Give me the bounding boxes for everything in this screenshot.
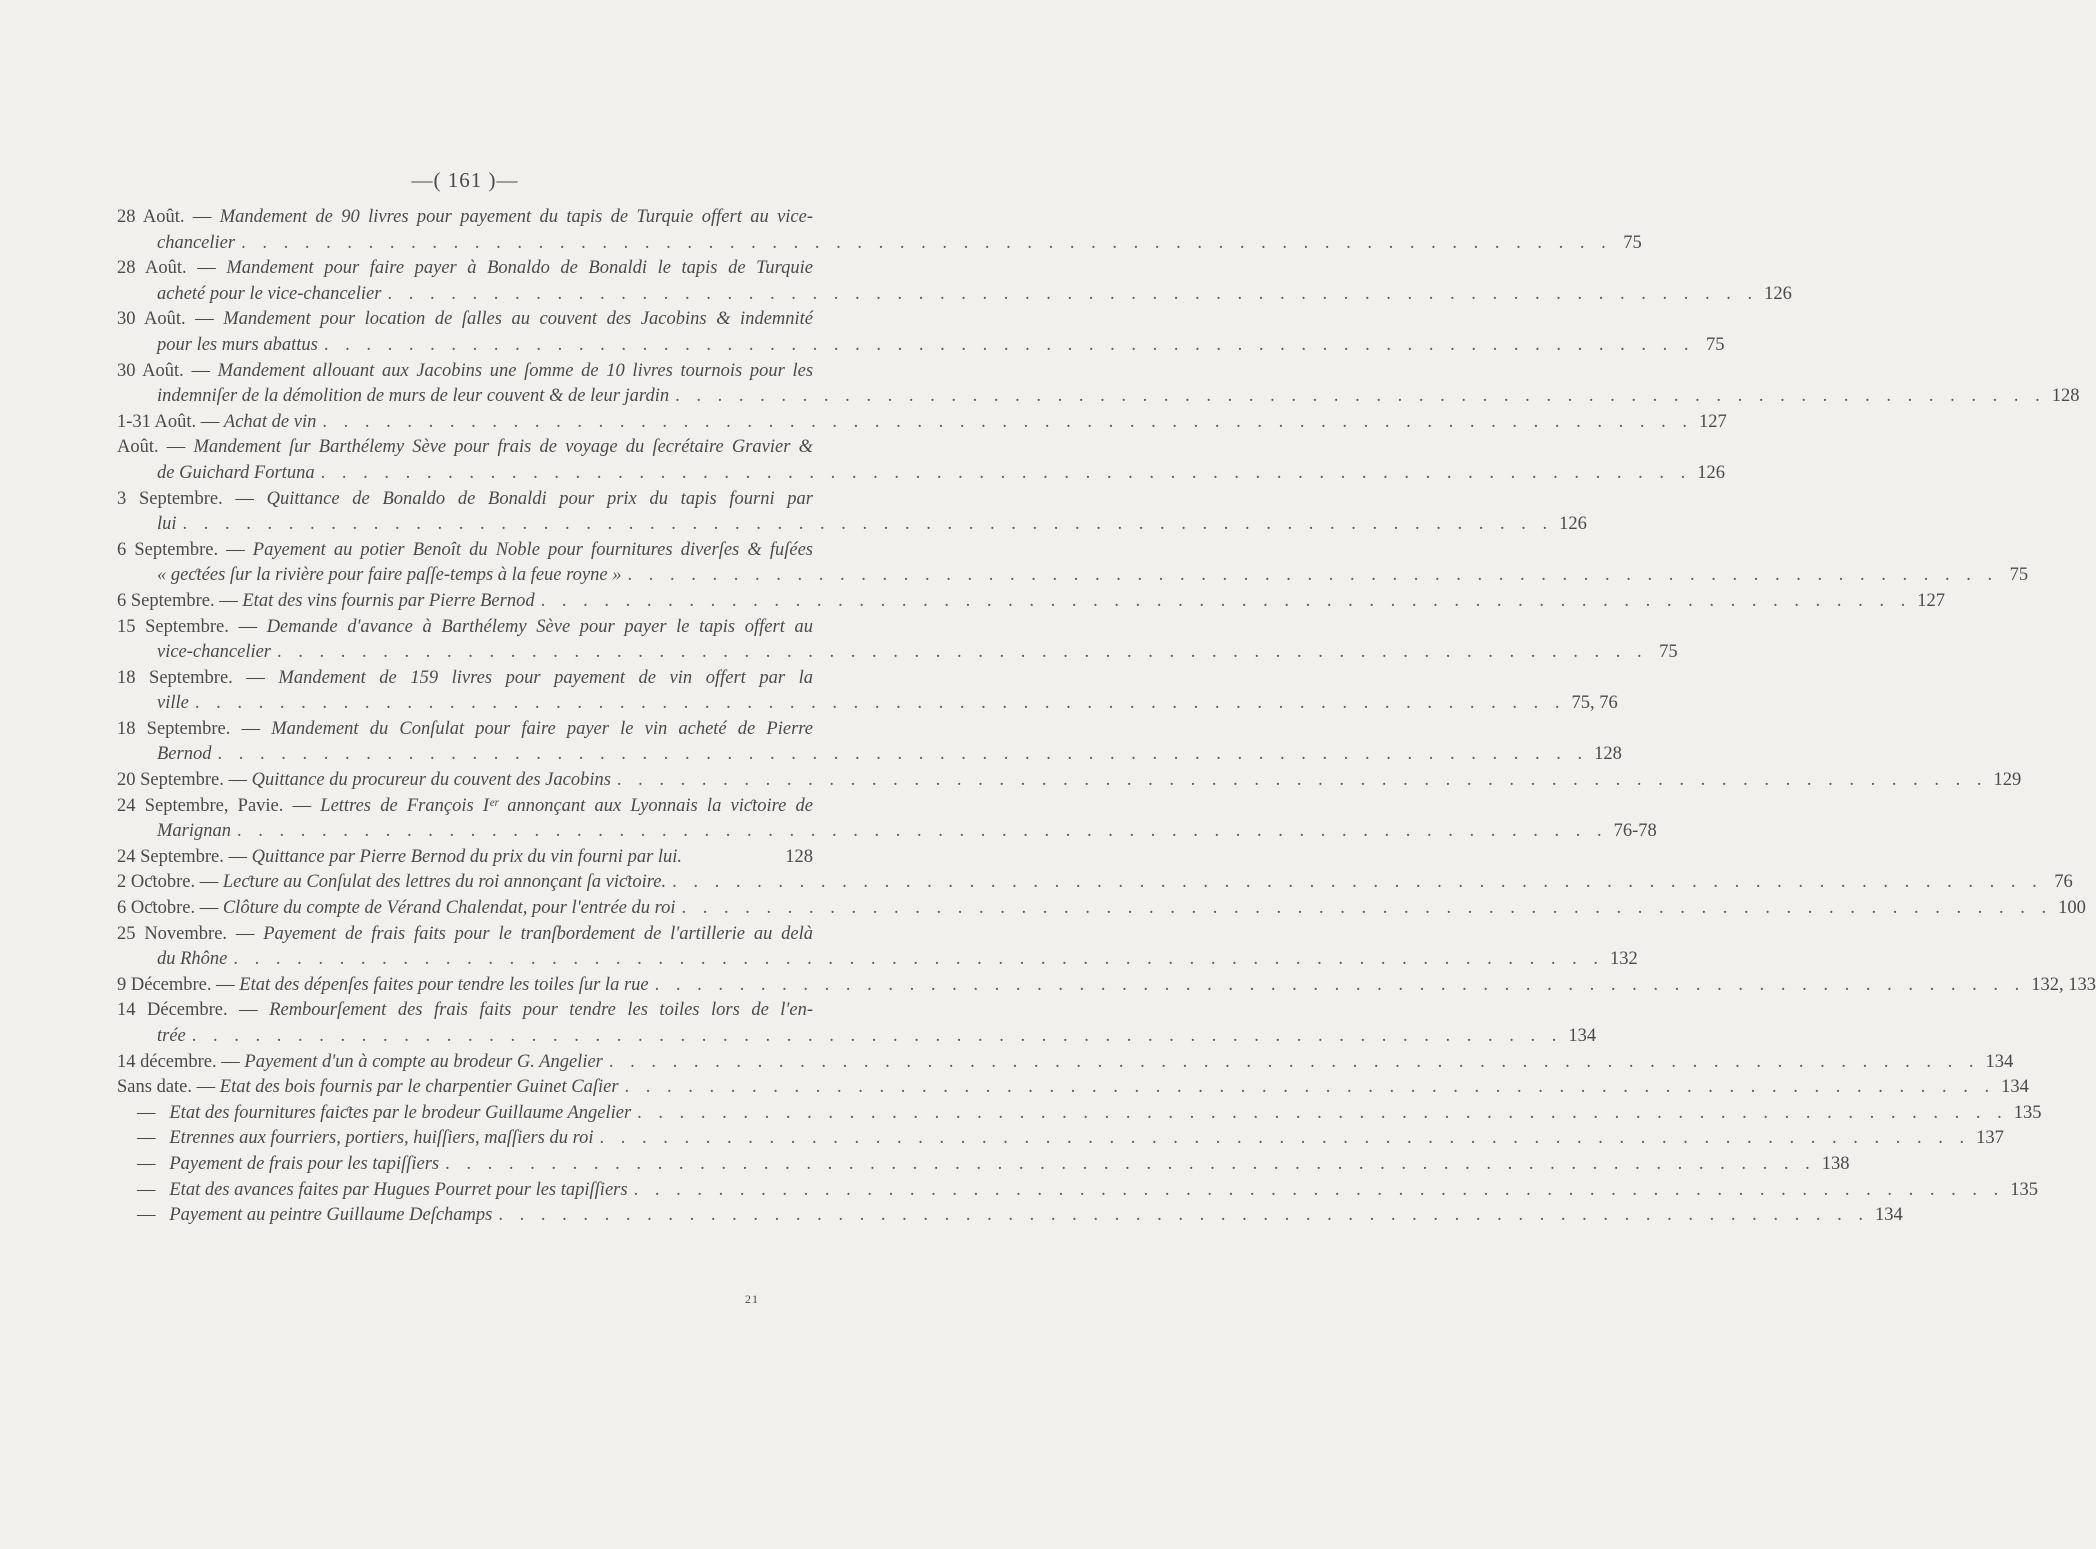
index-entry	[117, 359, 2080, 410]
undated-entry	[117, 1126, 2004, 1152]
entry-line	[117, 640, 1678, 666]
index-entry	[117, 896, 2086, 922]
entry-description: Etat des fournitures faiƈtes par le brodeur Guillaume Angelier	[169, 1102, 632, 1123]
index-entry	[117, 256, 1792, 307]
entry-page-ref: 134	[1874, 1205, 1903, 1226]
index-entry	[117, 845, 813, 871]
entry-description-cont: « geƈtées ſur la rivière pour faire paſſe-temps à la feue royne »	[157, 565, 622, 586]
entry-line: 1-31 Août. — Achat de vin . . . . . . . . . . . . . . . . . . . . . . . . . . . . . . . . . . . . . . . . . . . . . . . . . . . . . . . . . . . . . . . . . 127	[117, 410, 813, 436]
index-entry	[117, 538, 2029, 589]
entry-line: Sans date. — Etat des bois fournis par le charpentier Guinet Caſier . . . . . . . . . . . . . . . . . . . . . . . . . . . . . . . . . . . . . . . . . . . . . . . . . . . . . . . . . . . . . . . . . 134	[117, 1075, 813, 1101]
entry-page-ref: 128	[785, 846, 813, 867]
dot-leader: . . . . . . . . . . . . . . . . . . . . . . . . . . . . . . . . . . . . . . . . . . . . . . . . . . . . . . . . . . . . . . . . .	[387, 283, 1759, 304]
index-entry	[117, 589, 1945, 615]
undated-entry	[117, 1203, 1903, 1229]
entry-page-ref: 75	[2009, 565, 2029, 586]
index-entry	[117, 922, 1638, 973]
entry-line	[117, 1024, 1597, 1050]
entry-description: Quittance par Pierre Bernod du prix du vin fourni par lui.	[251, 846, 683, 867]
entry-date: Sans date.	[117, 1077, 193, 1098]
entry-description: Mandement du Conſulat pour faire payer le vin acheté de Pierre	[271, 718, 814, 739]
dot-leader: . . . . . . . . . . . . . . . . . . . . . . . . . . . . . . . . . . . . . . . . . . . . . . . . . . . . . . . . . . . . . . . . .	[241, 232, 1612, 253]
entry-line: 14 Décembre. — Rembourſement des frais faits pour tendre les toiles lors de l'en-	[117, 1000, 814, 1021]
dot-leader: . . . . . . . . . . . . . . . . . . . . . . . . . . . . . . . . . . . . . . . . . . . . . . . . . . . . . . . . . . . . . . . . .	[599, 1128, 1971, 1149]
entry-description-cont: ville	[157, 693, 189, 714]
entry-line	[117, 282, 1792, 308]
entry-description: Quittance de Bonaldo de Bonaldi pour prix du tapis fourni par	[266, 488, 813, 509]
entry-description: Mandement de 159 livres pour payement de vin offert par la	[278, 667, 813, 688]
entry-page-ref: 132	[1610, 949, 1638, 970]
entry-date: 6 Oƈtobre.	[117, 898, 196, 919]
dot-leader: . . . . . . . . . . . . . . . . . . . . . . . . . . . . . . . . . . . . . . . . . . . . . . . . . . . . . . . . . . . . . . . . .	[217, 744, 1589, 765]
undated-entry	[117, 1101, 2042, 1127]
entry-date: 28 Août.	[117, 258, 187, 279]
entry-description: Etrennes aux fourriers, portiers, huiſſiers, maſſiers du roi	[169, 1128, 594, 1149]
index-entry	[117, 794, 1657, 845]
entry-line: 9 Décembre. — Etat des dépenſes faites pour tendre les toiles ſur la rue . . . . . . . . . . . . . . . . . . . . . . . . . . . . . . . . . . . . . . . . . . . . . . . . . . . . . . . . . . . . . . . . . 132, 133	[117, 973, 813, 999]
dot-leader: . . . . . . . . . . . . . . . . . . . . . . . . . . . . . . . . . . . . . . . . . . . . . . . . . . . . . . . . . . . . . . . . .	[608, 1051, 1980, 1072]
entry-description: Lettres de François Iᵉʳ annonçant aux Lyonnais la viƈtoire de	[320, 795, 814, 816]
entry-description: Payement de frais pour les tapiſſiers	[169, 1153, 440, 1174]
entry-page-ref: 76	[2054, 872, 2073, 893]
entry-description-cont: vice-chancelier	[157, 642, 272, 663]
entry-line	[117, 231, 1642, 257]
entry-line	[117, 691, 1618, 717]
index-entry	[117, 205, 1642, 256]
dot-leader: . . . . . . . . . . . . . . . . . . . . . . . . . . . . . . . . . . . . . . . . . . . . . . . . . . . . . . . . . . . . . . . . .	[624, 1077, 1996, 1098]
entry-description-cont: Marignan	[157, 821, 231, 842]
dash: —	[137, 1128, 156, 1149]
dot-leader: . . . . . . . . . . . . . . . . . . . . . . . . . . . . . . . . . . . . . . . . . . . . . . . . . . . . . . . . . . . . . . . . .	[637, 1102, 2008, 1123]
entry-page-ref: 75	[1623, 232, 1642, 253]
dash: —	[137, 1205, 156, 1226]
sheet-signature: 21	[745, 1292, 759, 1306]
entry-line: 6 Septembre. — Payement au potier Benoît du Noble pour fournitures diverſes & fuſées	[117, 539, 813, 560]
entry-description: Mandement pour location de ſalles au couvent des Jacobins & indemnité	[223, 309, 814, 330]
entry-page-ref: 128	[1594, 744, 1622, 765]
entry-description: Payement au peintre Guillaume Deſchamps	[169, 1205, 493, 1226]
dot-leader: . . . . . . . . . . . . . . . . . . . . . . . . . . . . . . . . . . . . . . . . . . . . . . . . . . . . . . . . . . . . . . . . .	[233, 949, 1605, 970]
dot-leader: . . . . . . . . . . . . . . . . . . . . . . . . . . . . . . . . . . . . . . . . . . . . . . . . . . . . . . . . . . . . . . . . .	[675, 386, 2046, 407]
entry-description-cont: chancelier	[157, 232, 236, 253]
index-entry	[117, 870, 2073, 896]
entry-description: Payement de frais faits pour le tranſbordement de l'artillerie au delà	[263, 923, 813, 944]
entry-date: 14 Décembre.	[117, 1000, 228, 1021]
entry-description-cont: acheté pour le vice-chancelier	[157, 283, 382, 304]
entry-description: Mandement pour faire payer à Bonaldo de Bonaldi le tapis de Turquie	[226, 258, 813, 279]
entry-page-ref: 134	[1985, 1051, 2014, 1072]
index-entry	[117, 768, 2022, 794]
entry-page-ref: 75	[1659, 642, 1678, 663]
entry-date: 24 Septembre, Pavie.	[117, 795, 284, 816]
entry-line	[117, 384, 2080, 410]
undated-entry	[117, 1152, 1850, 1178]
dot-leader: . . . . . . . . . . . . . . . . . . . . . . . . . . . . . . . . . . . . . . . . . . . . . . . . . . . . . . . . . . . . . . . . .	[627, 565, 1999, 586]
entry-page-ref: 129	[1993, 770, 2022, 791]
index-entries	[117, 205, 2096, 1229]
entry-line: Août. — Mandement ſur Barthélemy Sève pour frais de voyage du ſecrétaire Gravier &	[117, 437, 813, 458]
entry-page-ref: 134	[1568, 1026, 1597, 1046]
entry-description-cont: Bernod	[157, 744, 212, 765]
index-entry	[117, 615, 1678, 666]
entry-description: Rembourſement des frais faits pour tendre les toiles lors de l'en-	[269, 1000, 814, 1021]
entry-line	[117, 819, 1657, 845]
index-entry	[117, 307, 1725, 358]
entry-line: 24 Septembre, Pavie. — Lettres de François Iᵉʳ annonçant aux Lyonnais la viƈtoire de	[117, 795, 814, 816]
entry-line: 25 Novembre. — Payement de frais faits pour le tranſbordement de l'artillerie au delà	[117, 923, 813, 944]
entry-line: 14 décembre. — Payement d'un à compte au brodeur G. Angelier . . . . . . . . . . . . . . . . . . . . . . . . . . . . . . . . . . . . . . . . . . . . . . . . . . . . . . . . . . . . . . . . . 134	[117, 1050, 813, 1076]
index-entry	[117, 410, 1727, 436]
entry-date: 14 décembre.	[117, 1051, 217, 1072]
entry-description-cont: indemniſer de la démolition de murs de leur couvent & de leur jardin	[157, 386, 670, 407]
entry-line	[117, 742, 1622, 768]
entry-page-ref: 126	[1559, 514, 1587, 535]
dot-leader: . . . . . . . . . . . . . . . . . . . . . . . . . . . . . . . . . . . . . . . . . . . . . . . . . . . . . . . . . . . . . . . . .	[320, 462, 1692, 483]
entry-date: 6 Septembre.	[117, 539, 219, 560]
dot-leader: . . . . . . . . . . . . . . . . . . . . . . . . . . . . . . . . . . . . . . . . . . . . . . . . . . . . . . . . . . . . . . . . .	[654, 974, 2026, 995]
entry-page-ref: 138	[1821, 1153, 1850, 1174]
entry-line: 28 Août. — Mandement de 90 livres pour payement du tapis de Turquie offert au vice-	[117, 207, 813, 227]
entry-date: 2 Oƈtobre.	[117, 872, 196, 893]
entry-description: Quittance du procureur du couvent des Jacobins	[251, 770, 611, 791]
entry-description-cont: lui	[157, 514, 177, 535]
entry-page-ref: 132, 133	[2031, 974, 2096, 995]
index-entry	[117, 717, 1622, 768]
entry-line: 24 Septembre. — Quittance par Pierre Bernod du prix du vin fourni par lui. 128	[117, 845, 813, 871]
entry-date: 30 Août.	[117, 360, 184, 381]
dot-leader: . . . . . . . . . . . . . . . . . . . . . . . . . . . . . . . . . . . . . . . . . . . . . . . . . . . . . . . . . . . . . . . . .	[323, 334, 1695, 355]
entry-description: Mandement ſur Barthélemy Sève pour frais de voyage du ſecrétaire Gravier &	[193, 437, 813, 458]
entry-line: 15 Septembre. — Demande d'avance à Barthélemy Sève pour payer le tapis offert au	[117, 616, 814, 637]
entry-date: 18 Septembre.	[117, 718, 231, 739]
entry-date: 28 Août.	[117, 207, 185, 227]
entry-date: 30 Août.	[117, 309, 186, 330]
entry-line	[117, 512, 1587, 538]
entry-page-ref: 128	[2051, 386, 2080, 407]
entry-date: 25 Novembre.	[117, 923, 228, 944]
entry-page-ref: 76-78	[1613, 821, 1657, 842]
entry-page-ref: 127	[1698, 411, 1727, 432]
dot-leader: . . . . . . . . . . . . . . . . . . . . . . . . . . . . . . . . . . . . . . . . . . . . . . . . . . . . . . . . . . . . . . . . .	[672, 872, 2043, 893]
entry-date: 24 Septembre.	[117, 846, 224, 867]
entry-page-ref: 75	[1706, 334, 1725, 355]
entry-line: 6 Oƈtobre. — Clôture du compte de Vérand Chalendat, pour l'entrée du roi . . . . . . . . . . . . . . . . . . . . . . . . . . . . . . . . . . . . . . . . . . . . . . . . . . . . . . . . . . . . . . . . . 100	[117, 896, 813, 922]
dot-leader: . . . . . . . . . . . . . . . . . . . . . . . . . . . . . . . . . . . . . . . . . . . . . . . . . . . . . . . . . . . . . . . . .	[191, 1026, 1563, 1046]
dot-leader: . . . . . . . . . . . . . . . . . . . . . . . . . . . . . . . . . . . . . . . . . . . . . . . . . . . . . . . . . . . . . . . . .	[540, 590, 1912, 611]
entry-page-ref: 127	[1917, 590, 1945, 611]
entry-line: 18 Septembre. — Mandement de 159 livres pour payement de vin offert par la	[117, 667, 813, 688]
entry-description: Payement au potier Benoît du Noble pour fournitures diverſes & fuſées	[252, 539, 813, 560]
entry-date: Août.	[117, 437, 159, 458]
index-entry	[117, 666, 1618, 717]
dash: —	[137, 1102, 156, 1123]
entry-line: 30 Août. — Mandement pour location de ſalles au couvent des Jacobins & indemnité	[117, 309, 814, 330]
entry-page-ref: 75, 76	[1571, 693, 1618, 714]
entry-description: Clôture du compte de Vérand Chalendat, pour l'entrée du roi	[222, 898, 676, 919]
entry-description: Mandement de 90 livres pour payement du tapis de Turquie offert au vice-	[219, 207, 813, 227]
entry-line	[117, 947, 1638, 973]
entry-date: 20 Septembre.	[117, 770, 224, 791]
entry-page-ref: 135	[2010, 1179, 2038, 1200]
entry-line: 2 Oƈtobre. — Leƈture au Conſulat des lettres du roi annonçant ſa viƈtoire. . . . . . . . . . . . . . . . . . . . . . . . . . . . . . . . . . . . . . . . . . . . . . . . . . . . . . . . . . . . . . . . . . 76	[117, 870, 813, 896]
index-entry	[117, 435, 1725, 486]
entry-description: Mandement allouant aux Jacobins une ſomme de 10 livres tournois pour les	[217, 360, 814, 381]
entry-description: Etat des bois fournis par le charpentier Guinet Caſier	[219, 1077, 619, 1098]
entry-date: 15 Septembre.	[117, 616, 229, 637]
page-number: —( 161 )—	[411, 168, 519, 192]
entry-page-ref: 134	[2001, 1077, 2029, 1098]
dot-leader: . . . . . . . . . . . . . . . . . . . . . . . . . . . . . . . . . . . . . . . . . . . . . . . . . . . . . . . . . . . . . . . . .	[194, 693, 1566, 714]
entry-description: Etat des avances faites par Hugues Pourret pour les tapiſſiers	[169, 1179, 628, 1200]
dot-leader: . . . . . . . . . . . . . . . . . . . . . . . . . . . . . . . . . . . . . . . . . . . . . . . . . . . . . . . . . . . . . . . . .	[182, 514, 1554, 535]
entry-line: 6 Septembre. — Etat des vins fournis par Pierre Bernod . . . . . . . . . . . . . . . . . . . . . . . . . . . . . . . . . . . . . . . . . . . . . . . . . . . . . . . . . . . . . . . . . 127	[117, 589, 813, 615]
entry-line: 28 Août. — Mandement pour faire payer à Bonaldo de Bonaldi le tapis de Turquie	[117, 258, 813, 279]
dash: —	[137, 1153, 156, 1174]
dot-leader: . . . . . . . . . . . . . . . . . . . . . . . . . . . . . . . . . . . . . . . . . . . . . . . . . . . . . . . . . . . . . . . . .	[498, 1205, 1869, 1226]
entry-page-ref: 126	[1697, 462, 1725, 483]
entry-line: 20 Septembre. — Quittance du procureur du couvent des Jacobins . . . . . . . . . . . . . . . . . . . . . . . . . . . . . . . . . . . . . . . . . . . . . . . . . . . . . . . . . . . . . . . . . 129	[117, 768, 813, 794]
dot-leader: . . . . . . . . . . . . . . . . . . . . . . . . . . . . . . . . . . . . . . . . . . . . . . . . . . . . . . . . . . . . . . . . .	[616, 770, 1988, 791]
entry-date: 9 Décembre.	[117, 974, 212, 995]
index-entry	[117, 998, 1597, 1049]
entry-description: Etat des vins fournis par Pierre Bernod	[242, 590, 535, 611]
entry-description: Demande d'avance à Barthélemy Sève pour payer le tapis offert au	[266, 616, 814, 637]
entry-page-ref: 126	[1764, 283, 1792, 304]
dot-leader: . . . . . . . . . . . . . . . . . . . . . . . . . . . . . . . . . . . . . . . . . . . . . . . . . . . . . . . . . . . . . . . . .	[445, 1153, 1816, 1174]
undated-entry	[117, 1178, 2038, 1204]
entry-page-ref: 137	[1976, 1128, 2004, 1149]
entry-line: 18 Septembre. — Mandement du Conſulat pour faire payer le vin acheté de Pierre	[117, 718, 814, 739]
entry-page-ref: 135	[2013, 1102, 2042, 1123]
dot-leader: . . . . . . . . . . . . . . . . . . . . . . . . . . . . . . . . . . . . . . . . . . . . . . . . . . . . . . . . . . . . . . . . .	[277, 642, 1648, 663]
dot-leader: . . . . . . . . . . . . . . . . . . . . . . . . . . . . . . . . . . . . . . . . . . . . . . . . . . . . . . . . . . . . . . . . .	[322, 411, 1693, 432]
entry-description: Leƈture au Conſulat des lettres du roi annonçant ſa viƈtoire.	[222, 872, 667, 893]
entry-date: 6 Septembre.	[117, 590, 215, 611]
index-entry	[117, 487, 1587, 538]
entry-line	[117, 563, 2029, 589]
index-entry	[117, 973, 2096, 999]
entry-date: 18 Septembre.	[117, 667, 233, 688]
dash: —	[137, 1179, 156, 1200]
entry-description: Payement d'un à compte au brodeur G. Angelier	[244, 1051, 603, 1072]
entry-date: 3 Septembre.	[117, 488, 223, 509]
entry-description-cont: trée	[157, 1026, 186, 1046]
entry-description-cont: pour les murs abattus	[157, 334, 318, 355]
entry-line	[117, 461, 1725, 487]
entry-line	[117, 333, 1725, 359]
dot-leader: . . . . . . . . . . . . . . . . . . . . . . . . . . . . . . . . . . . . . . . . . . . . . . . . . . . . . . . . . . . . . . . . .	[681, 898, 2053, 919]
index-entry	[117, 1050, 2014, 1076]
entry-description-cont: du Rhône	[157, 949, 228, 970]
entry-page-ref: 100	[2058, 898, 2086, 919]
entry-line: 3 Septembre. — Quittance de Bonaldo de Bonaldi pour prix du tapis fourni par	[117, 488, 813, 509]
entry-line: 30 Août. — Mandement allouant aux Jacobins une ſomme de 10 livres tournois pour les	[117, 360, 814, 381]
entry-date: 1-31 Août.	[117, 411, 197, 432]
index-entry	[117, 1075, 2029, 1101]
entry-description: Etat des dépenſes faites pour tendre les toiles ſur la rue	[239, 974, 649, 995]
dot-leader: . . . . . . . . . . . . . . . . . . . . . . . . . . . . . . . . . . . . . . . . . . . . . . . . . . . . . . . . . . . . . . . . .	[633, 1179, 2005, 1200]
entry-description: Achat de vin	[223, 411, 317, 432]
entry-description-cont: de Guichard Fortuna	[157, 462, 315, 483]
dot-leader: . . . . . . . . . . . . . . . . . . . . . . . . . . . . . . . . . . . . . . . . . . . . . . . . . . . . . . . . . . . . . . . . .	[237, 821, 1608, 842]
